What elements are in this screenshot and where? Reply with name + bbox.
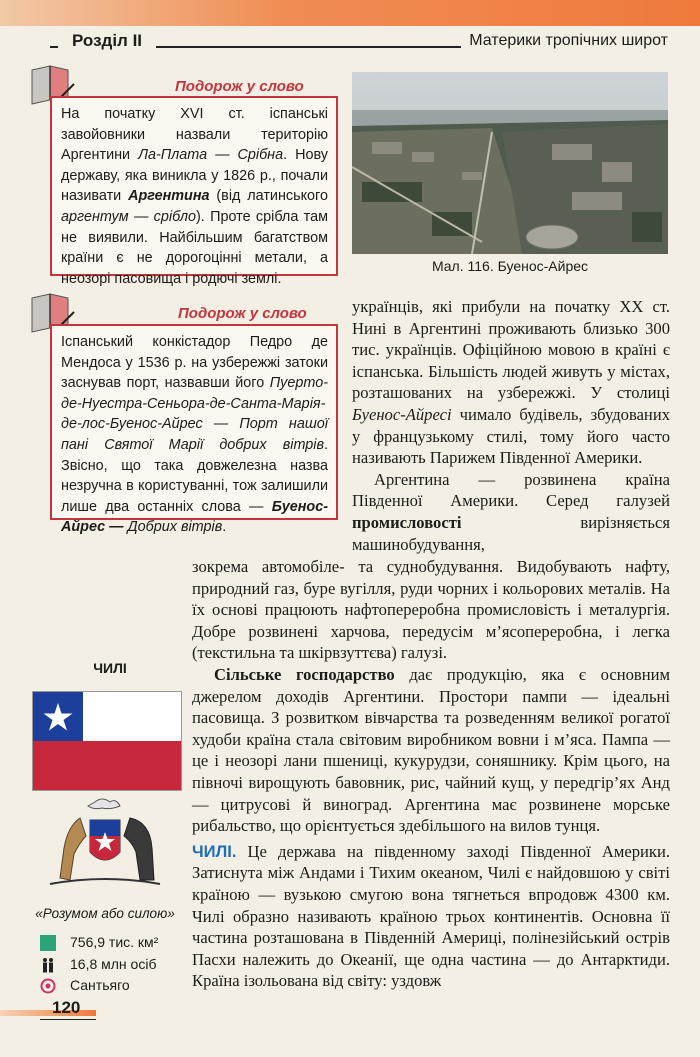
box1-title: Подорож у слово <box>175 78 304 95</box>
info-box-argentina-name <box>50 96 338 287</box>
chapter-title: Материки тропічних широт <box>461 28 676 54</box>
box1-text: На початку XVI ст. іспанські завойовники назвали територію Аргентини Ла-Плата — Срібна. Нову державу, яка виникла у 1826 р., почали називати Аргентина (від латинського аргентум — срібло). Проте срібла там не виявили. Найбільшим багатством країни є не дорогоцінні метали, а неозорі пасовища і родючі землі. <box>61 106 328 287</box>
paragraph-agriculture: Сільське господарство дає продукцію, яка є основним джерелом доходів Аргентини. Простори пампи — ідеальні пасовища. З розвитком вівчарства та розведенням великої рогатої худоби країна стала світовим виробником вовни і м’яса. Пампа — це і неозорі лани пшениці, кукурудзи, соняшнику. Крім цього, на півночі вирощують бавовник, рис, чайний кущ, у передгір’ях Анд — цитрусові й виноград. Аргентина має розвинене морське рибальство, що орієнтується здебільшого на вилов тунця. <box>192 664 670 836</box>
fact-population: 16,8 млн осіб <box>40 954 156 974</box>
chile-coat-of-arms <box>40 796 170 899</box>
paragraph-industry-cont: зокрема автомобіле- та суднобудування. Видобувають нафту, природний газ, буре вугілля, руди чорних і кольорових металів. На їх основі працюють нафтопереробна промисловість і металургія. Добре розвинені харчова, передусім м’ясопереробна, і легка (текстильна та шкірвзуттєва) галузі. <box>192 557 670 663</box>
area-icon <box>40 935 56 951</box>
header-band <box>0 0 700 26</box>
section-label: Розділ ІІ <box>58 28 156 54</box>
paragraph-industry-start: Аргентина — розвинена країна Південної Америки. Серед галузей промисловості вирізняється машинобудування, <box>352 469 670 554</box>
country-label-chile: ЧИЛІ <box>93 660 127 676</box>
buenos-aires-photo <box>352 72 668 254</box>
chile-flag <box>32 691 182 791</box>
page-number-bar <box>0 1010 96 1016</box>
fact-capital: Сантьяго <box>40 975 130 995</box>
capital-icon <box>40 978 56 994</box>
main-text-right-column <box>352 296 670 555</box>
main-text-upper <box>192 556 670 992</box>
paragraph-ukrainians: українців, які прибули на початку XX ст. Нині в Аргентині проживають близько 300 тис. українців. Офіційною мовою в країні є іспанська. Більшість людей живуть у містах, розташованих на узбережжі. У столиці Буенос-Айресі чимало будівель, збудованих у французькому стилі, тому його часто називають Парижем Південної Америки. <box>352 297 670 468</box>
info-box-buenos-aires-name <box>50 324 338 536</box>
chile-motto: «Розумом або силою» <box>35 906 175 921</box>
photo-caption: Мал. 116. Буенос-Айрес <box>431 258 589 274</box>
page-number-rule <box>40 1019 96 1020</box>
box2-text: Іспанський конкістадор Педро де Мендоса у 1536 р. на узбережжі затоки заснував порт, назвавши його Пуерто-де-Нуестра-Сеньора-де-Санта-Марія-де-лос-Буенос-Айрес — Порт нашої пані Святої Марії добрих вітрів. Звісно, що така довжелезна назва незручна в користуванні, тож залишили лише два останніх слова — Буенос-Айрес — Добрих вітрів. <box>61 334 328 536</box>
box2-title: Подорож у слово <box>178 305 307 322</box>
paragraph-chile: ЧИЛІ. Це держава на південному заході Південної Америки. Затиснута між Андами і Тихим океаном, Чилі є найдовшою у світі країною — вузькою смугою вона тягнеться впродовж 4300 км. Чилі образно називають країною трьох континентів. Основна її частина розташована в Південній Америці, полінезійський острів Пасхи належить до Океанії, ще одна частина — до Антарктиди. Країна ізольована від світу: уздовж <box>192 841 670 991</box>
fact-area: 756,9 тис. км² <box>40 932 158 952</box>
population-icon <box>40 957 56 973</box>
page-number: 120 <box>52 998 81 1017</box>
